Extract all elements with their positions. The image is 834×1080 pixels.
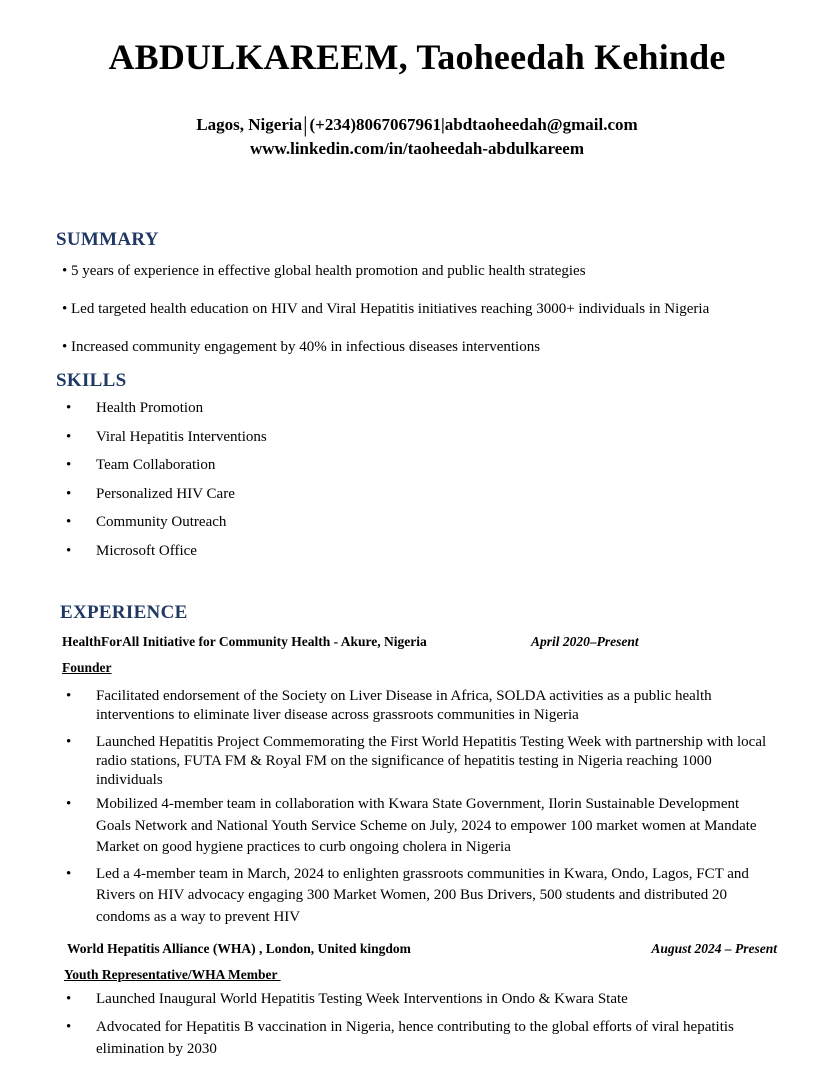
job-role: Youth Representative/WHA Member	[64, 967, 281, 982]
phone-email: (+234)8067067961|abdtaoheedah@gmail.com	[309, 115, 638, 134]
summary-line: • 5 years of experience in effective global health promotion and public health strategies	[62, 263, 586, 279]
job-dates: April 2020–Present	[531, 634, 639, 649]
summary-line: • Increased community engagement by 40% in infectious diseases interventions	[62, 339, 541, 355]
job-bullets	[62, 990, 774, 1060]
skill-item: • Viral Hepatitis Interventions	[62, 429, 267, 458]
skills-heading: SKILLS	[56, 370, 127, 391]
job-organization: HealthForAll Initiative for Community Health - Akure, Nigeria	[62, 634, 427, 649]
skills-list	[62, 400, 267, 571]
skill-item: • Microsoft Office	[62, 543, 267, 572]
skill-item: • Team Collaboration	[62, 457, 267, 486]
contact-line	[0, 112, 834, 138]
linkedin-link[interactable]: www.linkedin.com/in/taoheedah-abdulkareem	[249, 139, 585, 158]
job-bullets	[62, 687, 774, 928]
job-organization: World Hepatitis Alliance (WHA) , London, United kingdom	[67, 941, 411, 956]
job-bullet: • Facilitated endorsement of the Society on Liver Disease in Africa, SOLDA activities as a public health interventions to eliminate liver disease across grassroots communities in Nigeria	[62, 687, 774, 725]
job-bullet: • Launched Hepatitis Project Commemorating the First World Hepatitis Testing Week with partnership with local radio stations, FUTA FM & Royal FM on the significance of hepatitis testing in Nigeria reaching 1000 individuals	[62, 733, 774, 790]
summary-line: • Led targeted health education on HIV and Viral Hepatitis initiatives reaching 3000+ individuals in Nigeria	[62, 301, 710, 317]
skill-item: • Personalized HIV Care	[62, 486, 267, 515]
skill-item: • Community Outreach	[62, 514, 267, 543]
experience-heading: EXPERIENCE	[60, 602, 188, 623]
location: Lagos, Nigeria	[196, 115, 303, 134]
separator: |	[303, 112, 308, 137]
job-bullet: • Advocated for Hepatitis B vaccination in Nigeria, hence contributing to the global efforts of viral hepatitis elimination by 2030	[62, 1017, 774, 1060]
summary-heading: SUMMARY	[56, 229, 159, 250]
job-bullet: • Launched Inaugural World Hepatitis Testing Week Interventions in Ondo & Kwara State	[62, 990, 774, 1009]
job-bullet: • Mobilized 4-member team in collaboration with Kwara State Government, Ilorin Sustainable Development Goals Network and National Youth Service Scheme on July, 2024 to empower 100 market women at Mandate Market on good hygiene practices to curb ongoing cholera in Nigeria	[62, 794, 774, 859]
job-dates: August 2024 – Present	[651, 941, 777, 956]
skill-item: • Health Promotion	[62, 400, 267, 429]
job-role: Founder	[62, 660, 112, 675]
job-bullet: • Led a 4-member team in March, 2024 to enlighten grassroots communities in Kwara, Ondo, Lagos, FCT and Rivers on HIV advocacy engaging 300 Market Women, 200 Bus Drivers, 500 students and distributed 20 condoms as a way to prevent HIV	[62, 864, 774, 929]
candidate-name: ABDULKAREEM, Taoheedah Kehinde	[108, 37, 726, 77]
